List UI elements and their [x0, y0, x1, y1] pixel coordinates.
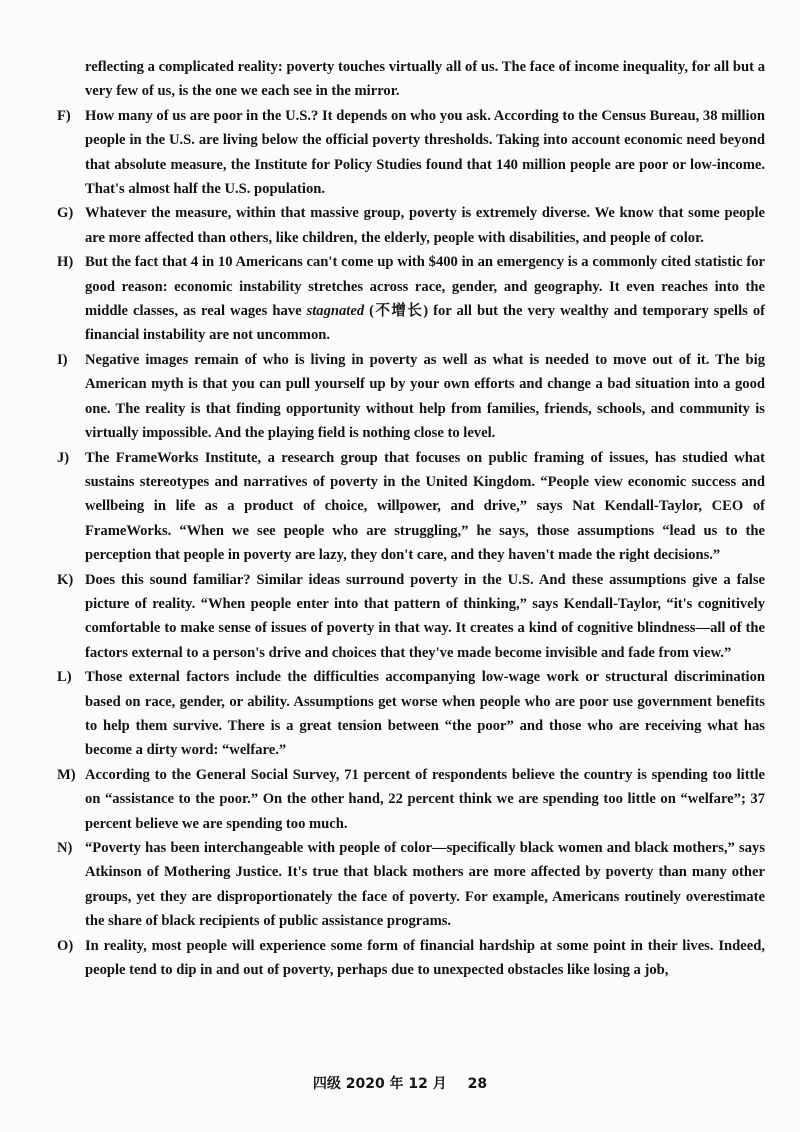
paragraph-letter: K) — [57, 571, 74, 588]
paragraph-i — [57, 348, 765, 446]
paragraph-text: Whatever the measure, within that massive group, poverty is extremely diverse. We know that some people are more affected than others, like children, the elderly, people with disabilities, and people of color. — [85, 205, 765, 246]
paragraph-j — [57, 446, 765, 568]
paragraph-letter: H) — [57, 254, 74, 271]
paragraph-letter: M) — [57, 766, 76, 783]
exam-label: 四级 2020 年 12 月 — [312, 1076, 447, 1092]
paragraph-m — [57, 763, 765, 836]
paragraph-text: Does this sound familiar? Similar ideas surround poverty in the U.S. And these assumptions give a false picture of reality. “When people enter into that pattern of thinking,” says Kendall-Taylor, “it's cognitively comfortable to make sense of issues of poverty in that way. It creates a kind of cognitive blindness—all of the factors external to a person's drive and choices that they've made become invisible and fade from view.” — [85, 571, 765, 661]
paragraph-text: In reality, most people will experience some form of financial hardship at some point in their lives. Indeed, people tend to dip in and out of poverty, perhaps due to unexpected obstacles like losing a job, — [85, 937, 765, 979]
paragraph-text-part: But the fact that 4 in 10 Americans can't come up with $400 in an emergency is a commonly cited statistic for good reason: economic instability stretches across race, gender, and geography. It even reaches into the middle classes, as real wages have — [85, 254, 765, 320]
paragraph-n — [57, 836, 765, 934]
paragraph-k — [57, 568, 765, 666]
paragraph-text: According to the General Social Survey, 71 percent of respondents believe the country is spending too little on “assistance to the poor.” On the other hand, 22 percent think we are spending too little on “welfare”; 37 percent believe we are spending too much. — [85, 766, 765, 832]
paragraph-text — [85, 254, 765, 343]
page-number: 28 — [467, 1076, 488, 1092]
paragraph-g — [57, 201, 765, 250]
paragraph-l — [57, 665, 765, 763]
paragraph-text: Negative images remain of who is living in poverty as well as what is needed to move out of it. The big American myth is that you can pull yourself up by your own efforts and change a bad situation into a good one. The reality is that finding opportunity without help from families, friends, schools, and community is virtually impossible. And the playing field is nothing close to level. — [85, 351, 765, 442]
paragraph-letter: L) — [57, 669, 72, 686]
paragraph-letter: I) — [57, 351, 68, 368]
document-body — [57, 55, 765, 982]
page-footer — [0, 1073, 800, 1093]
paragraph-o — [57, 934, 765, 983]
paragraph-letter: G) — [57, 205, 74, 222]
paragraph-continued — [57, 55, 765, 104]
paragraph-text: “Poverty has been interchangeable with people of color—specifically black women and black mothers,” says Atkinson of Mothering Justice. It's true that black mothers are more affected by poverty than many other groups, yet they are disproportionately the face of poverty. For example, Americans routinely overestimate the share of black recipients of public assistance programs. — [85, 840, 765, 930]
paragraph-text: How many of us are poor in the U.S.? It depends on who you ask. According to the Census Bureau, 38 million people in the U.S. are living below the official poverty thresholds. Taking into account economic need beyond that absolute measure, the Institute for Policy Studies found that 140 million people are poor or low-income. That's almost half the U.S. population. — [85, 107, 765, 198]
paragraph-text: Those external factors include the difficulties accompanying low-wage work or structural discrimination based on race, gender, or ability. Assumptions get worse when people who are poor use government benefits to help them survive. There is a great tension between “the poor” and those who are receiving what has become a dirty word: “welfare.” — [85, 669, 765, 759]
paragraph-letter: O) — [57, 937, 74, 954]
paragraph-text: reflecting a complicated reality: poverty touches virtually all of us. The face of income inequality, for all but a very few of us, is the one we each see in the mirror. — [85, 59, 765, 100]
paragraph-letter: N) — [57, 840, 73, 856]
paragraph-h — [57, 250, 765, 348]
paragraph-text: The FrameWorks Institute, a research group that focuses on public framing of issues, has studied what sustains stereotypes and narratives of poverty in the United Kingdom. “People view economic success and wellbeing in life as a product of choice, willpower, and drive,” says Nat Kendall-Taylor, CEO of FrameWorks. “When we see people who are struggling,” he says, those assumptions “lead us to the perception that people in poverty are lazy, they don't care, and they haven't made the right decisions.” — [85, 449, 765, 564]
paragraph-f — [57, 104, 765, 202]
paragraph-letter: J) — [57, 449, 70, 466]
paragraph-text-part: (不增长) for all but the very wealthy and temporary spells of financial instability are not uncommon. — [85, 303, 765, 344]
paragraph-letter: F) — [57, 107, 71, 124]
italic-term: stagnated — [306, 303, 365, 320]
